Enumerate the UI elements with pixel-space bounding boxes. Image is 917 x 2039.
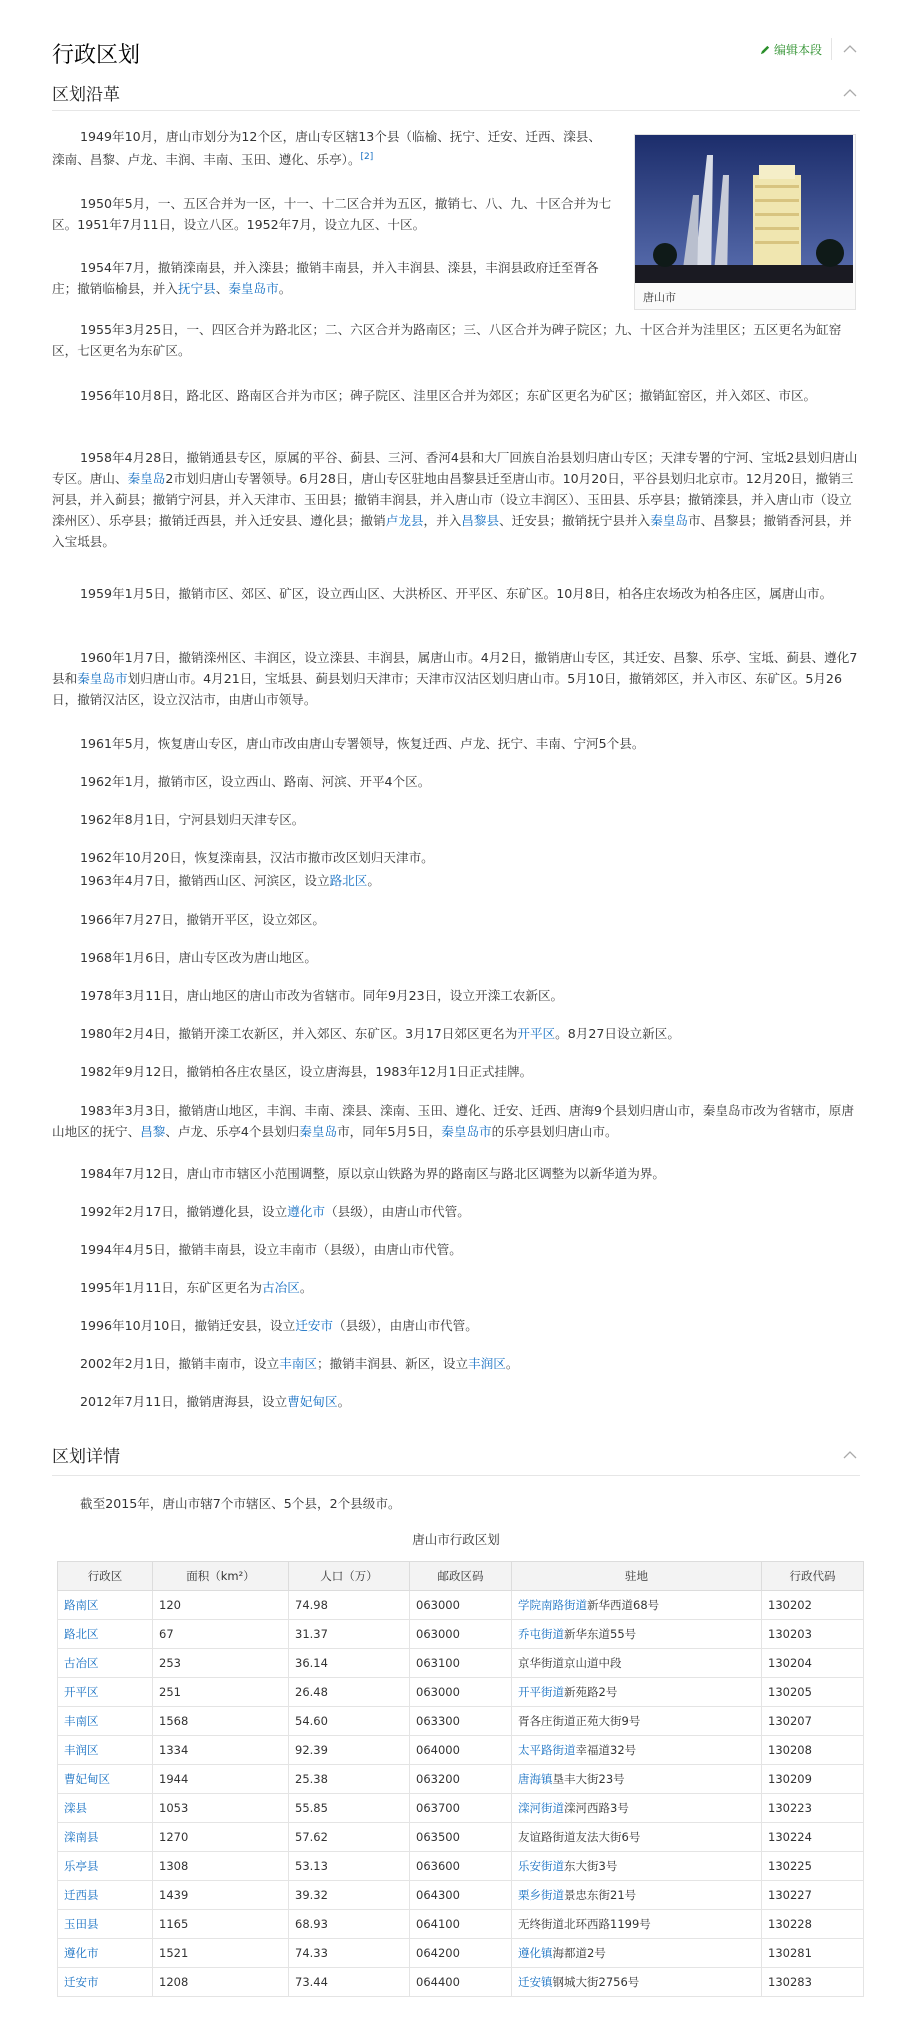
chevron-up-icon[interactable] bbox=[843, 1450, 857, 1460]
history-paragraph bbox=[52, 1023, 860, 1044]
page-title: 行政区划 bbox=[52, 43, 141, 68]
inline-link[interactable]: 昌黎 bbox=[140, 1124, 166, 1139]
table-row bbox=[58, 1678, 864, 1707]
column-header: 驻地 bbox=[512, 1562, 762, 1591]
cell-code: 130205 bbox=[762, 1678, 864, 1707]
table-row bbox=[58, 1736, 864, 1765]
seat-link[interactable]: 滦河街道 bbox=[518, 1801, 564, 1815]
cell-postcode: 063600 bbox=[410, 1852, 512, 1881]
seat-link[interactable]: 学院南路街道 bbox=[518, 1598, 587, 1612]
cell-seat bbox=[512, 1591, 762, 1620]
cell-code: 130209 bbox=[762, 1765, 864, 1794]
inline-link[interactable]: 秦皇岛市 bbox=[228, 281, 279, 296]
table-row bbox=[58, 1939, 864, 1968]
history-paragraph bbox=[52, 809, 860, 830]
table-row bbox=[58, 1910, 864, 1939]
cell-postcode: 063700 bbox=[410, 1794, 512, 1823]
cell-area: 1165 bbox=[153, 1910, 289, 1939]
section-title-history: 区划沿革 bbox=[52, 85, 120, 105]
cell-district bbox=[58, 1765, 153, 1794]
pencil-icon bbox=[760, 44, 771, 55]
cell-district bbox=[58, 1939, 153, 1968]
inline-link[interactable]: 迁安市 bbox=[295, 1318, 334, 1333]
cell-code: 130207 bbox=[762, 1707, 864, 1736]
district-link[interactable]: 路南区 bbox=[64, 1598, 99, 1612]
table-row bbox=[58, 1707, 864, 1736]
table-row bbox=[58, 1968, 864, 1997]
seat-text: 新华东道55号 bbox=[564, 1627, 637, 1641]
cell-population: 39.32 bbox=[289, 1881, 410, 1910]
paragraph-text: 2002年2月1日，撤销丰南市，设立 bbox=[80, 1356, 280, 1371]
cell-postcode: 063500 bbox=[410, 1823, 512, 1852]
column-header: 邮政区码 bbox=[410, 1562, 512, 1591]
paragraph-text: 1958年4月28日，撤销通县专区，原属的平谷、蓟县、三河、香河4县和大厂回族自治县划归唐山专区；天津专署的宁河、宝坻2县划归唐山专区。唐山、 bbox=[52, 450, 858, 486]
paragraph-text: 1980年2月4日，撤销开滦工农新区，并入郊区、东矿区。3月17日郊区更名为 bbox=[80, 1026, 518, 1041]
cell-area: 1270 bbox=[153, 1823, 289, 1852]
inline-link[interactable]: 丰南区 bbox=[279, 1356, 317, 1371]
cell-seat bbox=[512, 1939, 762, 1968]
history-paragraph bbox=[52, 1061, 860, 1082]
cell-population: 68.93 bbox=[289, 1910, 410, 1939]
paragraph-text: 、卢龙、乐亭4个县划归 bbox=[165, 1124, 300, 1139]
cell-seat bbox=[512, 1852, 762, 1881]
paragraph-text: 、迁安县；撤销抚宁县并入 bbox=[499, 513, 651, 528]
cell-population: 26.48 bbox=[289, 1678, 410, 1707]
cell-code: 130204 bbox=[762, 1649, 864, 1678]
chevron-up-icon[interactable] bbox=[843, 88, 857, 98]
chevron-up-icon[interactable] bbox=[843, 44, 857, 54]
history-paragraph bbox=[52, 985, 860, 1006]
history-paragraph bbox=[52, 1201, 860, 1222]
history-paragraph bbox=[52, 385, 860, 406]
history-paragraph bbox=[52, 257, 612, 299]
cell-postcode: 064200 bbox=[410, 1939, 512, 1968]
seat-link[interactable]: 乐安街道 bbox=[518, 1859, 564, 1873]
paragraph-text: 。8月27日设立新区。 bbox=[555, 1026, 680, 1041]
paragraph-text: ，并入 bbox=[423, 513, 462, 528]
paragraph-text: 1954年7月，撤销滦南县，并入滦县；撤销丰南县，并入丰润县、滦县，丰润县政府迁至胥各庄；撤销临榆县，并入 bbox=[52, 260, 599, 296]
district-link[interactable]: 丰润区 bbox=[64, 1743, 99, 1757]
table-header-row bbox=[58, 1562, 864, 1591]
history-paragraph bbox=[52, 647, 860, 710]
photo-caption: 唐山市 bbox=[643, 291, 676, 304]
inline-link[interactable]: 秦皇岛市 bbox=[77, 671, 128, 686]
cell-population: 73.44 bbox=[289, 1968, 410, 1997]
paragraph-text: 1978年3月11日，唐山地区的唐山市改为省辖市。同年9月23日，设立开滦工农新区。 bbox=[80, 988, 564, 1003]
seat-link[interactable]: 唐海镇 bbox=[518, 1772, 553, 1786]
cell-postcode: 063000 bbox=[410, 1678, 512, 1707]
history-paragraph bbox=[52, 1239, 860, 1260]
cell-area: 1439 bbox=[153, 1881, 289, 1910]
cell-area: 1334 bbox=[153, 1736, 289, 1765]
paragraph-text: 划归唐山市。4月21日，宝坻县、蓟县划归天津市；天津市汉沽区划归唐山市。5月10日，撤销郊区，并入市区、东矿区。5月26日，撤销汉沽区，设立汉沽市，由唐山市领导。 bbox=[52, 671, 842, 707]
paragraph-text: 1962年10月20日，恢复滦南县，汉沽市撤市改区划归天津市。 bbox=[80, 850, 434, 865]
paragraph-text: 市，同年5月5日， bbox=[337, 1124, 442, 1139]
history-paragraph bbox=[52, 447, 860, 552]
history-paragraph bbox=[52, 1315, 860, 1336]
cell-postcode: 063100 bbox=[410, 1649, 512, 1678]
cell-district bbox=[58, 1620, 153, 1649]
paragraph-text: 1983年3月3日，撤销唐山地区，丰润、丰南、滦县、滦南、玉田、遵化、迁安、迁西、唐海9个县划归唐山市，秦皇岛市改为省辖市，原唐山地区的抚宁、 bbox=[52, 1103, 854, 1139]
cell-district bbox=[58, 1707, 153, 1736]
division-table bbox=[57, 1561, 864, 1997]
paragraph-text: 1949年10月，唐山市划分为12个区，唐山专区辖13个县（临榆、抚宁、迁安、迁西、滦县、滦南、昌黎、卢龙、丰润、丰南、玉田、遵化、乐亭）。 bbox=[52, 129, 601, 168]
history-paragraph bbox=[52, 1353, 860, 1374]
cell-postcode: 064100 bbox=[410, 1910, 512, 1939]
district-link[interactable]: 乐亭县 bbox=[64, 1859, 99, 1873]
cell-area: 67 bbox=[153, 1620, 289, 1649]
cell-seat bbox=[512, 1649, 762, 1678]
cell-district bbox=[58, 1881, 153, 1910]
paragraph-text: 。 bbox=[505, 1356, 519, 1371]
cell-code: 130224 bbox=[762, 1823, 864, 1852]
history-paragraph bbox=[52, 870, 860, 891]
seat-link[interactable]: 太平路街道 bbox=[518, 1743, 576, 1757]
paragraph-text: 1996年10月10日，撤销迁安县，设立 bbox=[80, 1318, 296, 1333]
paragraph-text: 1959年1月5日，撤销市区、郊区、矿区，设立西山区、大洪桥区、开平区、东矿区。10月8日，柏各庄农场改为柏各庄区，属唐山市。 bbox=[80, 586, 833, 601]
cell-district bbox=[58, 1852, 153, 1881]
paragraph-text: 。 bbox=[278, 281, 292, 296]
cell-code: 130208 bbox=[762, 1736, 864, 1765]
inline-link[interactable]: 开平区 bbox=[517, 1026, 556, 1041]
cell-population: 92.39 bbox=[289, 1736, 410, 1765]
city-photo-image bbox=[635, 135, 853, 283]
history-paragraph bbox=[52, 909, 860, 930]
history-paragraph bbox=[52, 733, 860, 754]
seat-link[interactable]: 栗乡街道 bbox=[518, 1888, 564, 1902]
cell-seat bbox=[512, 1910, 762, 1939]
table-row bbox=[58, 1591, 864, 1620]
table-row bbox=[58, 1620, 864, 1649]
paragraph-text: 1950年5月，一、五区合并为一区，十一、十二区合并为五区，撤销七、八、九、十区合并为七区。1951年7月11日，设立八区。1952年7月，设立九区、十区。 bbox=[52, 196, 612, 232]
paragraph-text: 1966年7月27日，撤销开平区，设立郊区。 bbox=[80, 912, 325, 927]
history-paragraph bbox=[52, 193, 612, 235]
district-link[interactable]: 迁安市 bbox=[64, 1975, 99, 1989]
paragraph-text: 2市划归唐山专署领导。6月28日，唐山专区驻地由昌黎县迁至唐山市。10月20日，平谷县划归北京市。12月20日，撤销三河县，并入蓟县；撤销宁河县，并入天津市、玉田县；撤销丰润县，并入唐山市（设立丰润区）、玉田县、乐亭县；撤销滦县，并入唐山市（设立滦州区）、乐亭县；撤销迁西县，并入迁安县、遵化县；撤销 bbox=[52, 471, 854, 528]
cell-population: 74.98 bbox=[289, 1591, 410, 1620]
reference-marker[interactable]: [2] bbox=[360, 152, 374, 162]
paragraph-text: 1963年4月7日，撤销西山区、河滨区，设立 bbox=[80, 873, 330, 888]
cell-code: 130203 bbox=[762, 1620, 864, 1649]
inline-link[interactable]: 曹妃甸区 bbox=[287, 1394, 338, 1409]
seat-text: 新华西道68号 bbox=[587, 1598, 660, 1612]
history-paragraph bbox=[52, 771, 860, 792]
paragraph-text: 1982年9月12日，撤销柏各庄农垦区，设立唐海县，1983年12月1日正式挂牌。 bbox=[80, 1064, 533, 1079]
cell-district bbox=[58, 1794, 153, 1823]
cell-population: 54.60 bbox=[289, 1707, 410, 1736]
paragraph-text: 、 bbox=[215, 281, 229, 296]
cell-district bbox=[58, 1968, 153, 1997]
cell-code: 130202 bbox=[762, 1591, 864, 1620]
seat-link[interactable]: 遵化镇 bbox=[518, 1946, 553, 1960]
district-link[interactable]: 古冶区 bbox=[64, 1656, 99, 1670]
cell-seat bbox=[512, 1823, 762, 1852]
district-link[interactable]: 迁西县 bbox=[64, 1888, 99, 1902]
edit-section-link[interactable] bbox=[760, 41, 822, 58]
column-header: 面积（km²） bbox=[153, 1562, 289, 1591]
cell-district bbox=[58, 1649, 153, 1678]
cell-seat bbox=[512, 1794, 762, 1823]
cell-area: 1308 bbox=[153, 1852, 289, 1881]
paragraph-text: 的乐亭县划归唐山市。 bbox=[491, 1124, 618, 1139]
history-paragraph bbox=[52, 1277, 860, 1298]
cell-seat bbox=[512, 1968, 762, 1997]
seat-link[interactable]: 迁安镇 bbox=[518, 1975, 553, 1989]
history-paragraph bbox=[52, 1163, 860, 1184]
history-paragraph bbox=[52, 583, 860, 604]
paragraph-text: 2012年7月11日，撤销唐海县，设立 bbox=[80, 1394, 288, 1409]
paragraph-text: 1994年4月5日，撤销丰南县，设立丰南市（县级），由唐山市代管。 bbox=[80, 1242, 462, 1257]
table-caption: 唐山市行政区划 bbox=[412, 1532, 500, 1547]
cell-postcode: 064400 bbox=[410, 1968, 512, 1997]
cell-code: 130223 bbox=[762, 1794, 864, 1823]
section-title-details: 区划详情 bbox=[52, 1447, 120, 1467]
seat-text: 幸福道32号 bbox=[575, 1743, 637, 1757]
table-row bbox=[58, 1765, 864, 1794]
cell-population: 55.85 bbox=[289, 1794, 410, 1823]
seat-text: 新苑路2号 bbox=[564, 1685, 618, 1699]
cell-code: 130281 bbox=[762, 1939, 864, 1968]
cell-postcode: 064000 bbox=[410, 1736, 512, 1765]
cell-population: 57.62 bbox=[289, 1823, 410, 1852]
inline-link[interactable]: 遵化市 bbox=[287, 1204, 325, 1219]
toolbar-divider bbox=[831, 38, 832, 60]
table-row bbox=[58, 1823, 864, 1852]
seat-link[interactable]: 开平街道 bbox=[518, 1685, 564, 1699]
cell-area: 1053 bbox=[153, 1794, 289, 1823]
inline-link[interactable]: 秦皇岛市 bbox=[441, 1124, 492, 1139]
cell-area: 1208 bbox=[153, 1968, 289, 1997]
paragraph-text: 1992年2月17日，撤销遵化县，设立 bbox=[80, 1204, 288, 1219]
paragraph-text: 。 bbox=[299, 1280, 313, 1295]
column-header: 行政代码 bbox=[762, 1562, 864, 1591]
paragraph-text: 1995年1月11日，东矿区更名为 bbox=[80, 1280, 263, 1295]
district-link[interactable]: 路北区 bbox=[64, 1627, 99, 1641]
cell-district bbox=[58, 1736, 153, 1765]
seat-text: 景忠东街21号 bbox=[564, 1888, 637, 1902]
seat-text: 友谊路街道友法大街6号 bbox=[518, 1830, 641, 1844]
inline-link[interactable]: 路北区 bbox=[329, 873, 368, 888]
paragraph-text: 1962年1月，撤销市区，设立西山、路南、河滨、开平4个区。 bbox=[80, 774, 431, 789]
cell-code: 130228 bbox=[762, 1910, 864, 1939]
paragraph-text: 1962年8月1日，宁河县划归天津专区。 bbox=[80, 812, 305, 827]
paragraph-text: 1955年3月25日，一、四区合并为路北区；二、六区合并为路南区；三、八区合并为碑子院区；九、十区合并为洼里区；五区更名为缸窑区，七区更名为东矿区。 bbox=[52, 322, 842, 358]
cell-postcode: 063200 bbox=[410, 1765, 512, 1794]
inline-link[interactable]: 抚宁县 bbox=[177, 281, 216, 296]
cell-district bbox=[58, 1591, 153, 1620]
cell-area: 120 bbox=[153, 1591, 289, 1620]
seat-link[interactable]: 乔屯街道 bbox=[518, 1627, 564, 1641]
paragraph-text: 。 bbox=[337, 1394, 351, 1409]
district-link[interactable]: 滦南县 bbox=[64, 1830, 99, 1844]
history-paragraph bbox=[52, 126, 612, 170]
paragraph-text: 1984年7月12日，唐山市市辖区小范围调整，原以京山铁路为界的路南区与路北区调整为以新华道为界。 bbox=[80, 1166, 666, 1181]
paragraph-text: 1961年5月，恢复唐山专区，唐山市改由唐山专署领导，恢复迁西、卢龙、抚宁、丰南、宁河5个县。 bbox=[80, 736, 645, 751]
cell-seat bbox=[512, 1736, 762, 1765]
section-divider bbox=[52, 110, 860, 111]
cell-postcode: 063000 bbox=[410, 1620, 512, 1649]
seat-text: 胥各庄街道正苑大街9号 bbox=[518, 1714, 641, 1728]
district-link[interactable]: 遵化市 bbox=[64, 1946, 99, 1960]
cell-district bbox=[58, 1910, 153, 1939]
summary-text: 截至2015年，唐山市辖7个市辖区、5个县，2个县级市。 bbox=[80, 1496, 401, 1511]
paragraph-text: 1960年1月7日，撤销滦州区、丰润区，设立滦县、丰润县，属唐山市。4月2日，撤销唐山专区，其迁安、昌黎、乐亭、宝坻、蓟县、遵化7县和 bbox=[52, 650, 858, 686]
seat-text: 无终街道北环西路1199号 bbox=[518, 1917, 651, 1931]
cell-district bbox=[58, 1823, 153, 1852]
section-divider bbox=[52, 1475, 860, 1476]
seat-text: 东大街3号 bbox=[564, 1859, 618, 1873]
seat-text: 钢城大街2756号 bbox=[552, 1975, 640, 1989]
cell-population: 31.37 bbox=[289, 1620, 410, 1649]
table-row bbox=[58, 1649, 864, 1678]
cell-district bbox=[58, 1678, 153, 1707]
table-row bbox=[58, 1881, 864, 1910]
cell-postcode: 063300 bbox=[410, 1707, 512, 1736]
inline-link[interactable]: 丰润区 bbox=[468, 1356, 506, 1371]
cell-postcode: 063000 bbox=[410, 1591, 512, 1620]
history-paragraph bbox=[52, 1100, 860, 1142]
history-paragraph bbox=[52, 947, 860, 968]
cell-area: 1521 bbox=[153, 1939, 289, 1968]
cell-population: 74.33 bbox=[289, 1939, 410, 1968]
paragraph-text: 1968年1月6日，唐山专区改为唐山地区。 bbox=[80, 950, 317, 965]
cell-area: 1944 bbox=[153, 1765, 289, 1794]
table-row bbox=[58, 1794, 864, 1823]
cell-population: 53.13 bbox=[289, 1852, 410, 1881]
cell-area: 251 bbox=[153, 1678, 289, 1707]
inline-link[interactable]: 秦皇岛 bbox=[127, 471, 166, 486]
edit-section-label: 编辑本段 bbox=[774, 43, 823, 57]
cell-area: 253 bbox=[153, 1649, 289, 1678]
column-header: 人口（万） bbox=[289, 1562, 410, 1591]
paragraph-text: 。 bbox=[367, 873, 380, 888]
district-link[interactable]: 开平区 bbox=[64, 1685, 99, 1699]
seat-text: 滦河西路3号 bbox=[564, 1801, 629, 1815]
seat-text: 京华街道京山道中段 bbox=[518, 1656, 622, 1670]
column-header: 行政区 bbox=[58, 1562, 153, 1591]
seat-text: 垦丰大街23号 bbox=[552, 1772, 625, 1786]
paragraph-text: 1956年10月8日，路北区、路南区合并为市区；碑子院区、洼里区合并为郊区；东矿区更名为矿区；撤销缸窑区，并入郊区、市区。 bbox=[80, 388, 817, 403]
cell-seat bbox=[512, 1765, 762, 1794]
cell-seat bbox=[512, 1707, 762, 1736]
inline-link[interactable]: 古冶区 bbox=[262, 1280, 300, 1295]
paragraph-text: 市、昌黎县；撤销香河县，并入宝坻县。 bbox=[52, 513, 852, 549]
cell-seat bbox=[512, 1620, 762, 1649]
cell-postcode: 064300 bbox=[410, 1881, 512, 1910]
city-photo[interactable] bbox=[634, 134, 856, 310]
paragraph-text: ；撤销丰润县、新区，设立 bbox=[316, 1356, 469, 1371]
inline-link[interactable]: 卢龙县 bbox=[385, 513, 424, 528]
cell-population: 25.38 bbox=[289, 1765, 410, 1794]
inline-link[interactable]: 昌黎县 bbox=[461, 513, 500, 528]
history-paragraph bbox=[52, 847, 860, 868]
cell-seat bbox=[512, 1678, 762, 1707]
history-paragraph bbox=[52, 319, 860, 361]
table-row bbox=[58, 1852, 864, 1881]
paragraph-text: （县级），由唐山市代管。 bbox=[325, 1204, 470, 1219]
cell-area: 1568 bbox=[153, 1707, 289, 1736]
district-link[interactable]: 玉田县 bbox=[64, 1917, 99, 1931]
cell-population: 36.14 bbox=[289, 1649, 410, 1678]
inline-link[interactable]: 秦皇岛 bbox=[650, 513, 688, 528]
inline-link[interactable]: 秦皇岛 bbox=[299, 1124, 338, 1139]
cell-seat bbox=[512, 1881, 762, 1910]
history-paragraph bbox=[52, 1391, 860, 1412]
seat-text: 海都道2号 bbox=[552, 1946, 606, 1960]
district-link[interactable]: 滦县 bbox=[64, 1801, 87, 1815]
paragraph-text: （县级），由唐山市代管。 bbox=[333, 1318, 478, 1333]
cell-code: 130225 bbox=[762, 1852, 864, 1881]
district-link[interactable]: 丰南区 bbox=[64, 1714, 99, 1728]
district-link[interactable]: 曹妃甸区 bbox=[64, 1772, 110, 1786]
cell-code: 130227 bbox=[762, 1881, 864, 1910]
cell-code: 130283 bbox=[762, 1968, 864, 1997]
